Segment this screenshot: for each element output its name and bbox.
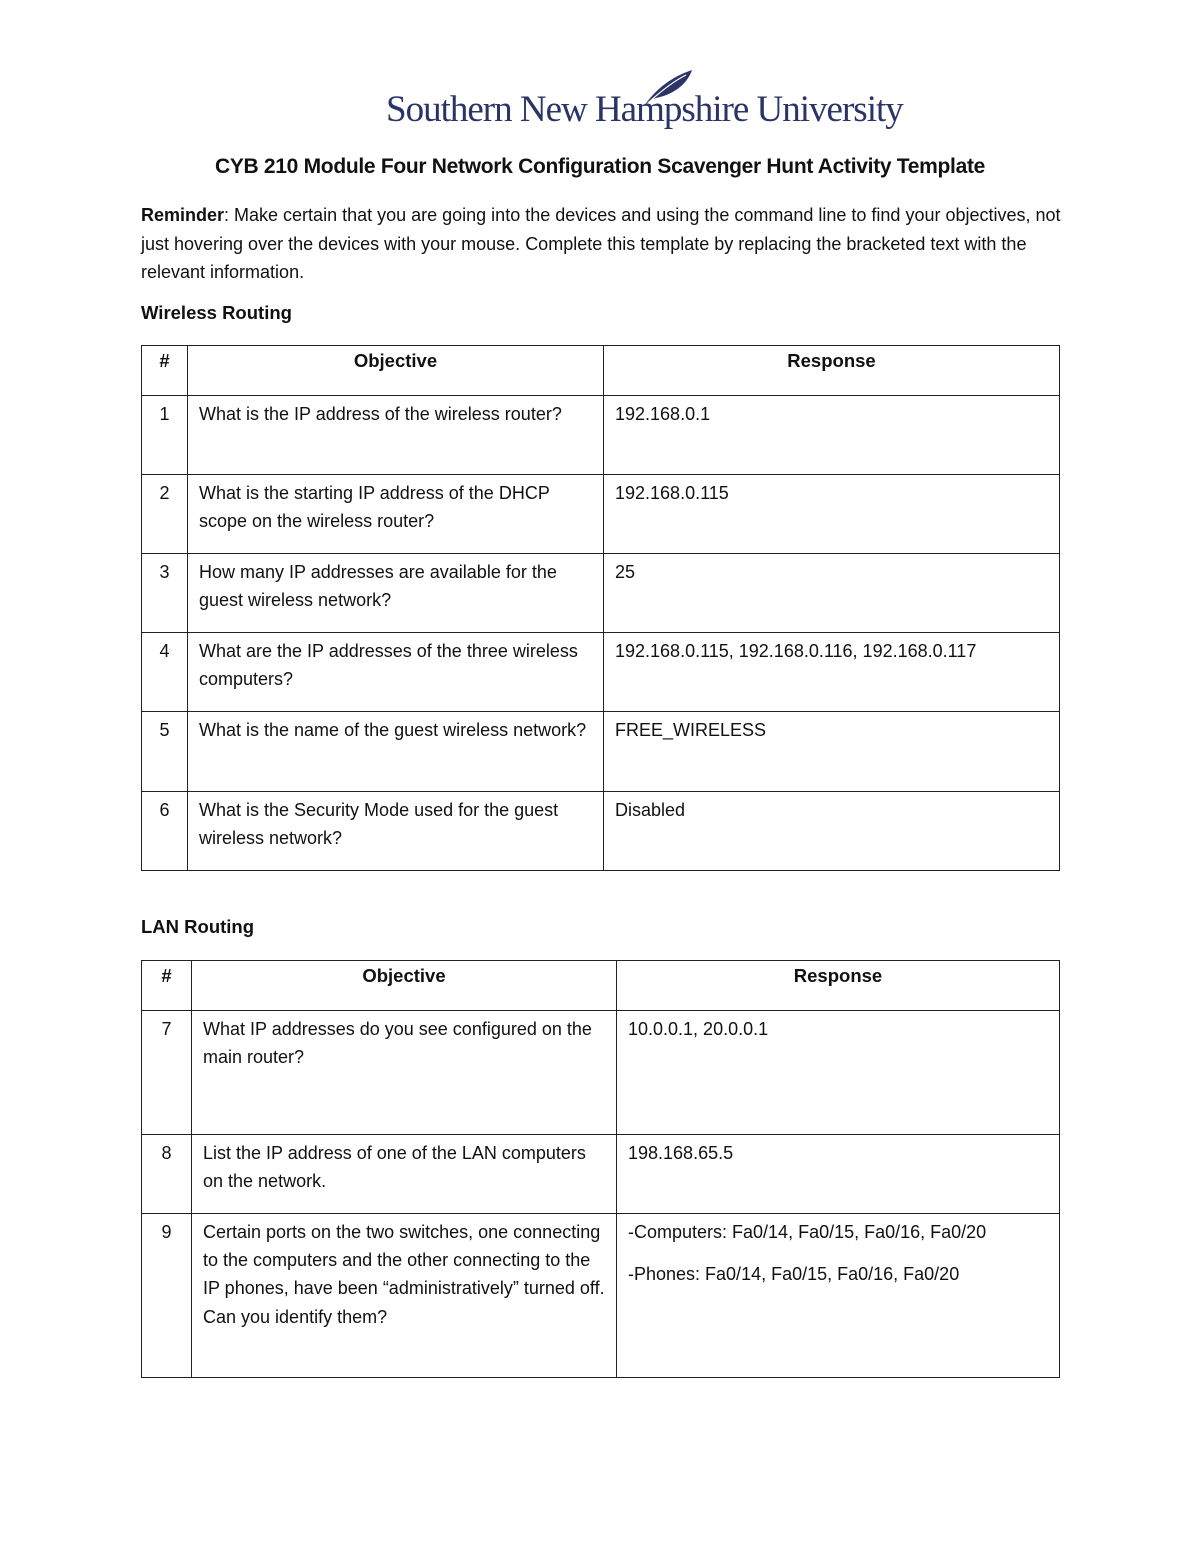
row-response: 198.168.65.5 [617, 1135, 1060, 1214]
row-response: 10.0.0.1, 20.0.0.1 [617, 1011, 1060, 1135]
row-number: 3 [142, 554, 188, 633]
row-response: 192.168.0.1 [604, 396, 1060, 475]
response-phones: -Phones: Fa0/14, Fa0/15, Fa0/16, Fa0/20 [628, 1264, 960, 1285]
row-number: 5 [142, 712, 188, 792]
row-objective: What are the IP addresses of the three wireless computers? [188, 633, 604, 712]
row-objective: How many IP addresses are available for the guest wireless network? [188, 554, 604, 633]
row-number: 1 [142, 396, 188, 475]
row-number: 7 [142, 1011, 192, 1135]
header-objective: Objective [192, 961, 617, 1011]
header-number: # [142, 346, 188, 396]
header-response: Response [617, 961, 1060, 1011]
response-computers: -Computers: Fa0/14, Fa0/15, Fa0/16, Fa0/20 [628, 1222, 987, 1242]
table-row [142, 712, 1060, 792]
row-objective: List the IP address of one of the LAN computers on the network. [192, 1135, 617, 1214]
row-number: 8 [142, 1135, 192, 1214]
table-header-row [142, 346, 1060, 396]
row-objective: Certain ports on the two switches, one connecting to the computers and the other connecting to the IP phones, have been “administratively” turned off. Can you identify them? [192, 1214, 617, 1378]
wireless-routing-heading: Wireless Routing [141, 302, 292, 323]
row-number: 9 [142, 1214, 192, 1378]
row-objective: What IP addresses do you see configured on the main router? [192, 1011, 617, 1135]
row-response: 25 [604, 554, 1060, 633]
row-response [617, 1214, 1060, 1378]
lan-routing-table [141, 960, 1060, 1378]
logo-text: Southern New Hampshire University [386, 89, 903, 130]
table-row [142, 396, 1060, 475]
table-row [142, 1135, 1060, 1214]
header-response: Response [604, 346, 1060, 396]
row-objective: What is the Security Mode used for the guest wireless network? [188, 792, 604, 871]
document-title: CYB 210 Module Four Network Configuration Scavenger Hunt Activity Template [214, 155, 986, 178]
row-number: 4 [142, 633, 188, 712]
university-logo [386, 68, 903, 138]
lan-routing-heading: LAN Routing [141, 916, 255, 937]
wireless-routing-table [141, 345, 1060, 871]
row-number: 2 [142, 475, 188, 554]
table-row [142, 1011, 1060, 1135]
header-number: # [142, 961, 192, 1011]
table-row [142, 633, 1060, 712]
reminder-paragraph [141, 201, 1066, 287]
table-row [142, 1214, 1060, 1378]
row-response: FREE_WIRELESS [604, 712, 1060, 792]
row-objective: What is the IP address of the wireless router? [188, 396, 604, 475]
row-response: Disabled [604, 792, 1060, 871]
table-row [142, 554, 1060, 633]
row-number: 6 [142, 792, 188, 871]
header-objective: Objective [188, 346, 604, 396]
row-objective: What is the name of the guest wireless network? [188, 712, 604, 792]
row-objective: What is the starting IP address of the DHCP scope on the wireless router? [188, 475, 604, 554]
table-header-row [142, 961, 1060, 1011]
reminder-text: : Make certain that you are going into the devices and using the command line to find your objectives, not just hovering over the devices with your mouse. Complete this template by replacing the bracketed text with the relevant information. [141, 205, 1061, 282]
table-row [142, 792, 1060, 871]
row-response: 192.168.0.115 [604, 475, 1060, 554]
reminder-label: Reminder [141, 205, 225, 225]
row-response: 192.168.0.115, 192.168.0.116, 192.168.0.117 [604, 633, 1060, 712]
table-row [142, 475, 1060, 554]
